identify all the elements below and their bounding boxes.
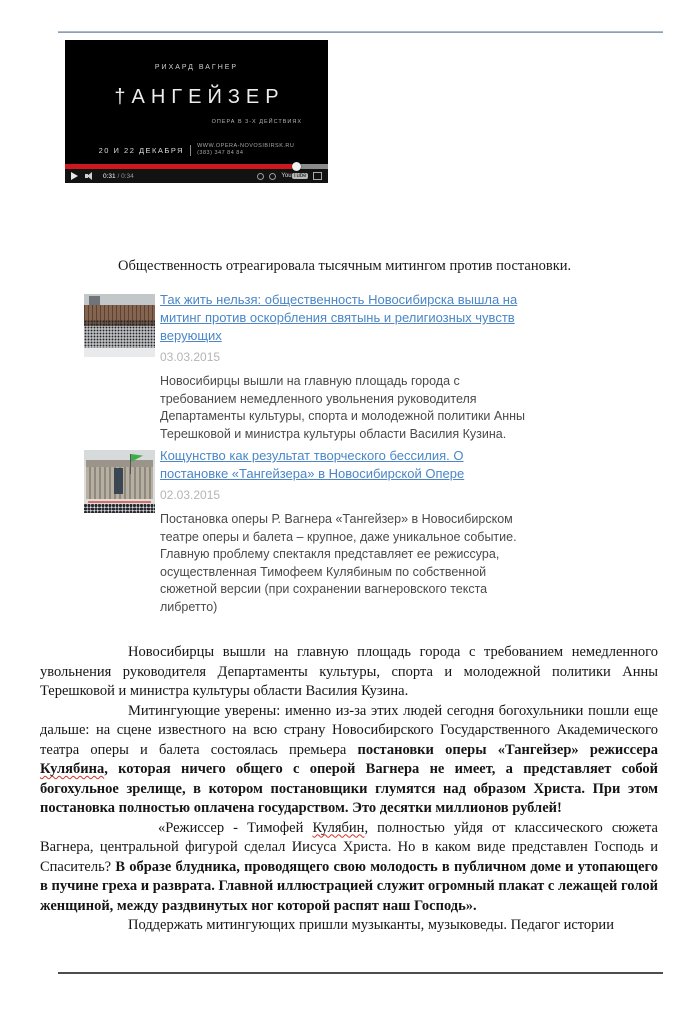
fullscreen-icon[interactable] bbox=[313, 172, 322, 180]
p3-normal-text-2: , полностью уйдя от классического сюжета Вагнера, центральной фигурой сделал Иисуса Христа. Но в каком виде представлен Господь и Спаситель? bbox=[40, 819, 658, 875]
video-contact-block bbox=[197, 143, 294, 157]
video-composer-text: РИХАРД ВАГНЕР bbox=[154, 64, 239, 71]
video-progress-bar[interactable] bbox=[65, 164, 328, 169]
play-icon[interactable] bbox=[71, 172, 78, 180]
video-time-total: / 0:34 bbox=[117, 172, 134, 180]
thumb-crowd-layer bbox=[84, 504, 155, 513]
body-paragraph-4: Поддержать митингующих пришли музыканты, музыковеды. Педагог истории bbox=[128, 917, 614, 933]
video-info-divider bbox=[190, 145, 191, 156]
p3-misspelled-word: Кулябин bbox=[312, 819, 365, 836]
video-right-controls bbox=[257, 172, 322, 180]
video-timestamp bbox=[103, 173, 134, 180]
news-link[interactable]: Так жить нельзя: общественность Новосибирска вышла на митинг против оскорбления святынь и религиозных чувств верующих bbox=[160, 292, 518, 343]
video-poster[interactable] bbox=[65, 40, 328, 164]
video-time-current: 0:31 bbox=[103, 172, 116, 180]
video-progress-fill bbox=[65, 164, 296, 169]
news-date: 02.03.2015 bbox=[160, 488, 221, 502]
video-info-row bbox=[65, 143, 328, 157]
body-paragraph-3 bbox=[40, 819, 658, 917]
page-bottom-border bbox=[58, 972, 663, 974]
video-subtitle-text: ОПЕРА В 3-Х ДЕЙСТВИЯХ bbox=[211, 119, 302, 125]
news-thumbnail-opera-house[interactable] bbox=[84, 450, 155, 513]
thumb-poster-layer bbox=[114, 468, 123, 494]
volume-icon[interactable] bbox=[85, 172, 96, 181]
article-body bbox=[40, 643, 658, 936]
thumb-flagpole-layer bbox=[130, 454, 131, 474]
news-date: 03.03.2015 bbox=[160, 350, 221, 364]
news-item-opera-house bbox=[84, 447, 535, 616]
news-link[interactable]: Кощунство как результат творческого бессилия. О постановке «Тангейзера» в Новосибирской Опере bbox=[160, 448, 465, 481]
video-dates-text: 20 И 22 ДЕКАБРЯ bbox=[98, 145, 185, 155]
p2-bold-text-1: постановки оперы «Тангейзер» режиссера bbox=[357, 741, 659, 758]
video-player[interactable] bbox=[65, 40, 328, 183]
youtube-logo[interactable] bbox=[281, 173, 308, 179]
video-site-text: WWW.OPERA-NOVOSIBIRSK.RU bbox=[197, 143, 295, 149]
settings-gear-icon[interactable] bbox=[269, 173, 276, 180]
p2-misspelled-word: Кулябина bbox=[40, 761, 105, 777]
thumb-roof-layer bbox=[86, 460, 153, 467]
news-thumbnail-rally[interactable] bbox=[84, 294, 155, 357]
news-content bbox=[160, 447, 535, 616]
youtube-logo-tube: Tube bbox=[293, 173, 307, 179]
video-phone-text: (383) 347 84 84 bbox=[197, 150, 244, 156]
cc-icon[interactable] bbox=[257, 173, 264, 180]
body-paragraph-2 bbox=[40, 702, 658, 819]
news-item-rally bbox=[84, 291, 535, 443]
video-title-text: †АНГЕЙЗЕР bbox=[114, 86, 285, 108]
video-control-bar bbox=[65, 169, 328, 183]
news-summary: Новосибирцы вышли на главную площадь города с требованием немедленного увольнения руководителя Департаменты культуры, спорта и молодежной политики Анны Терешковой и министра культуры области Василия Кузина. bbox=[160, 374, 526, 441]
p3-bold-text: В образе блудника, проводящего свою молодость в публичном доме и утопающего в пучине греха и разврата. Главной иллюстрацией служит огромный плакат с лежащей голой женщиной, между раздвинутых ног которой распят наш Господь». bbox=[40, 858, 658, 914]
body-paragraph-1: Новосибирцы вышли на главную площадь города с требованием немедленного увольнения руководителя Департаменты культуры, спорта и молодежной политики Анны Терешковой и министра культуры области Василия Кузина. bbox=[40, 644, 658, 699]
news-content bbox=[160, 291, 535, 443]
news-summary: Постановка оперы Р. Вагнера «Тангейзер» в Новосибирском театре оперы и балета – крупное, даже уникальное событие. Главную проблему спектакля представляет ее режиссура, осуществленная Тимофеем Кулябиным по собственной сюжетной версии (при сохранении вагнеровского текста либретто) bbox=[160, 512, 517, 614]
youtube-logo-you: You bbox=[281, 173, 292, 179]
p3-normal-text-1: «Режиссер - Тимофей bbox=[158, 819, 313, 836]
p2-bold-text-2: , которая ничего общего с оперой Вагнера не имеет, а представляет собой богохульное зрелище, в котором постановщики глумятся над образом Христа. При этом постановка полностью оплачена государством. Это десятки миллионов рублей! bbox=[40, 761, 658, 816]
p2-normal-text: Митингующие уверены: именно из-за этих людей сегодня богохульники пошли еще дальше: на сцене известного на всю страну Новосибирского Государственного Академического театра оперы и балета состоялась премьера bbox=[40, 702, 658, 758]
page-top-border bbox=[58, 31, 663, 33]
thumb-crowd-layer bbox=[84, 320, 155, 348]
intro-paragraph: Общественность отреагировала тысячным митингом против постановки. bbox=[118, 258, 572, 274]
